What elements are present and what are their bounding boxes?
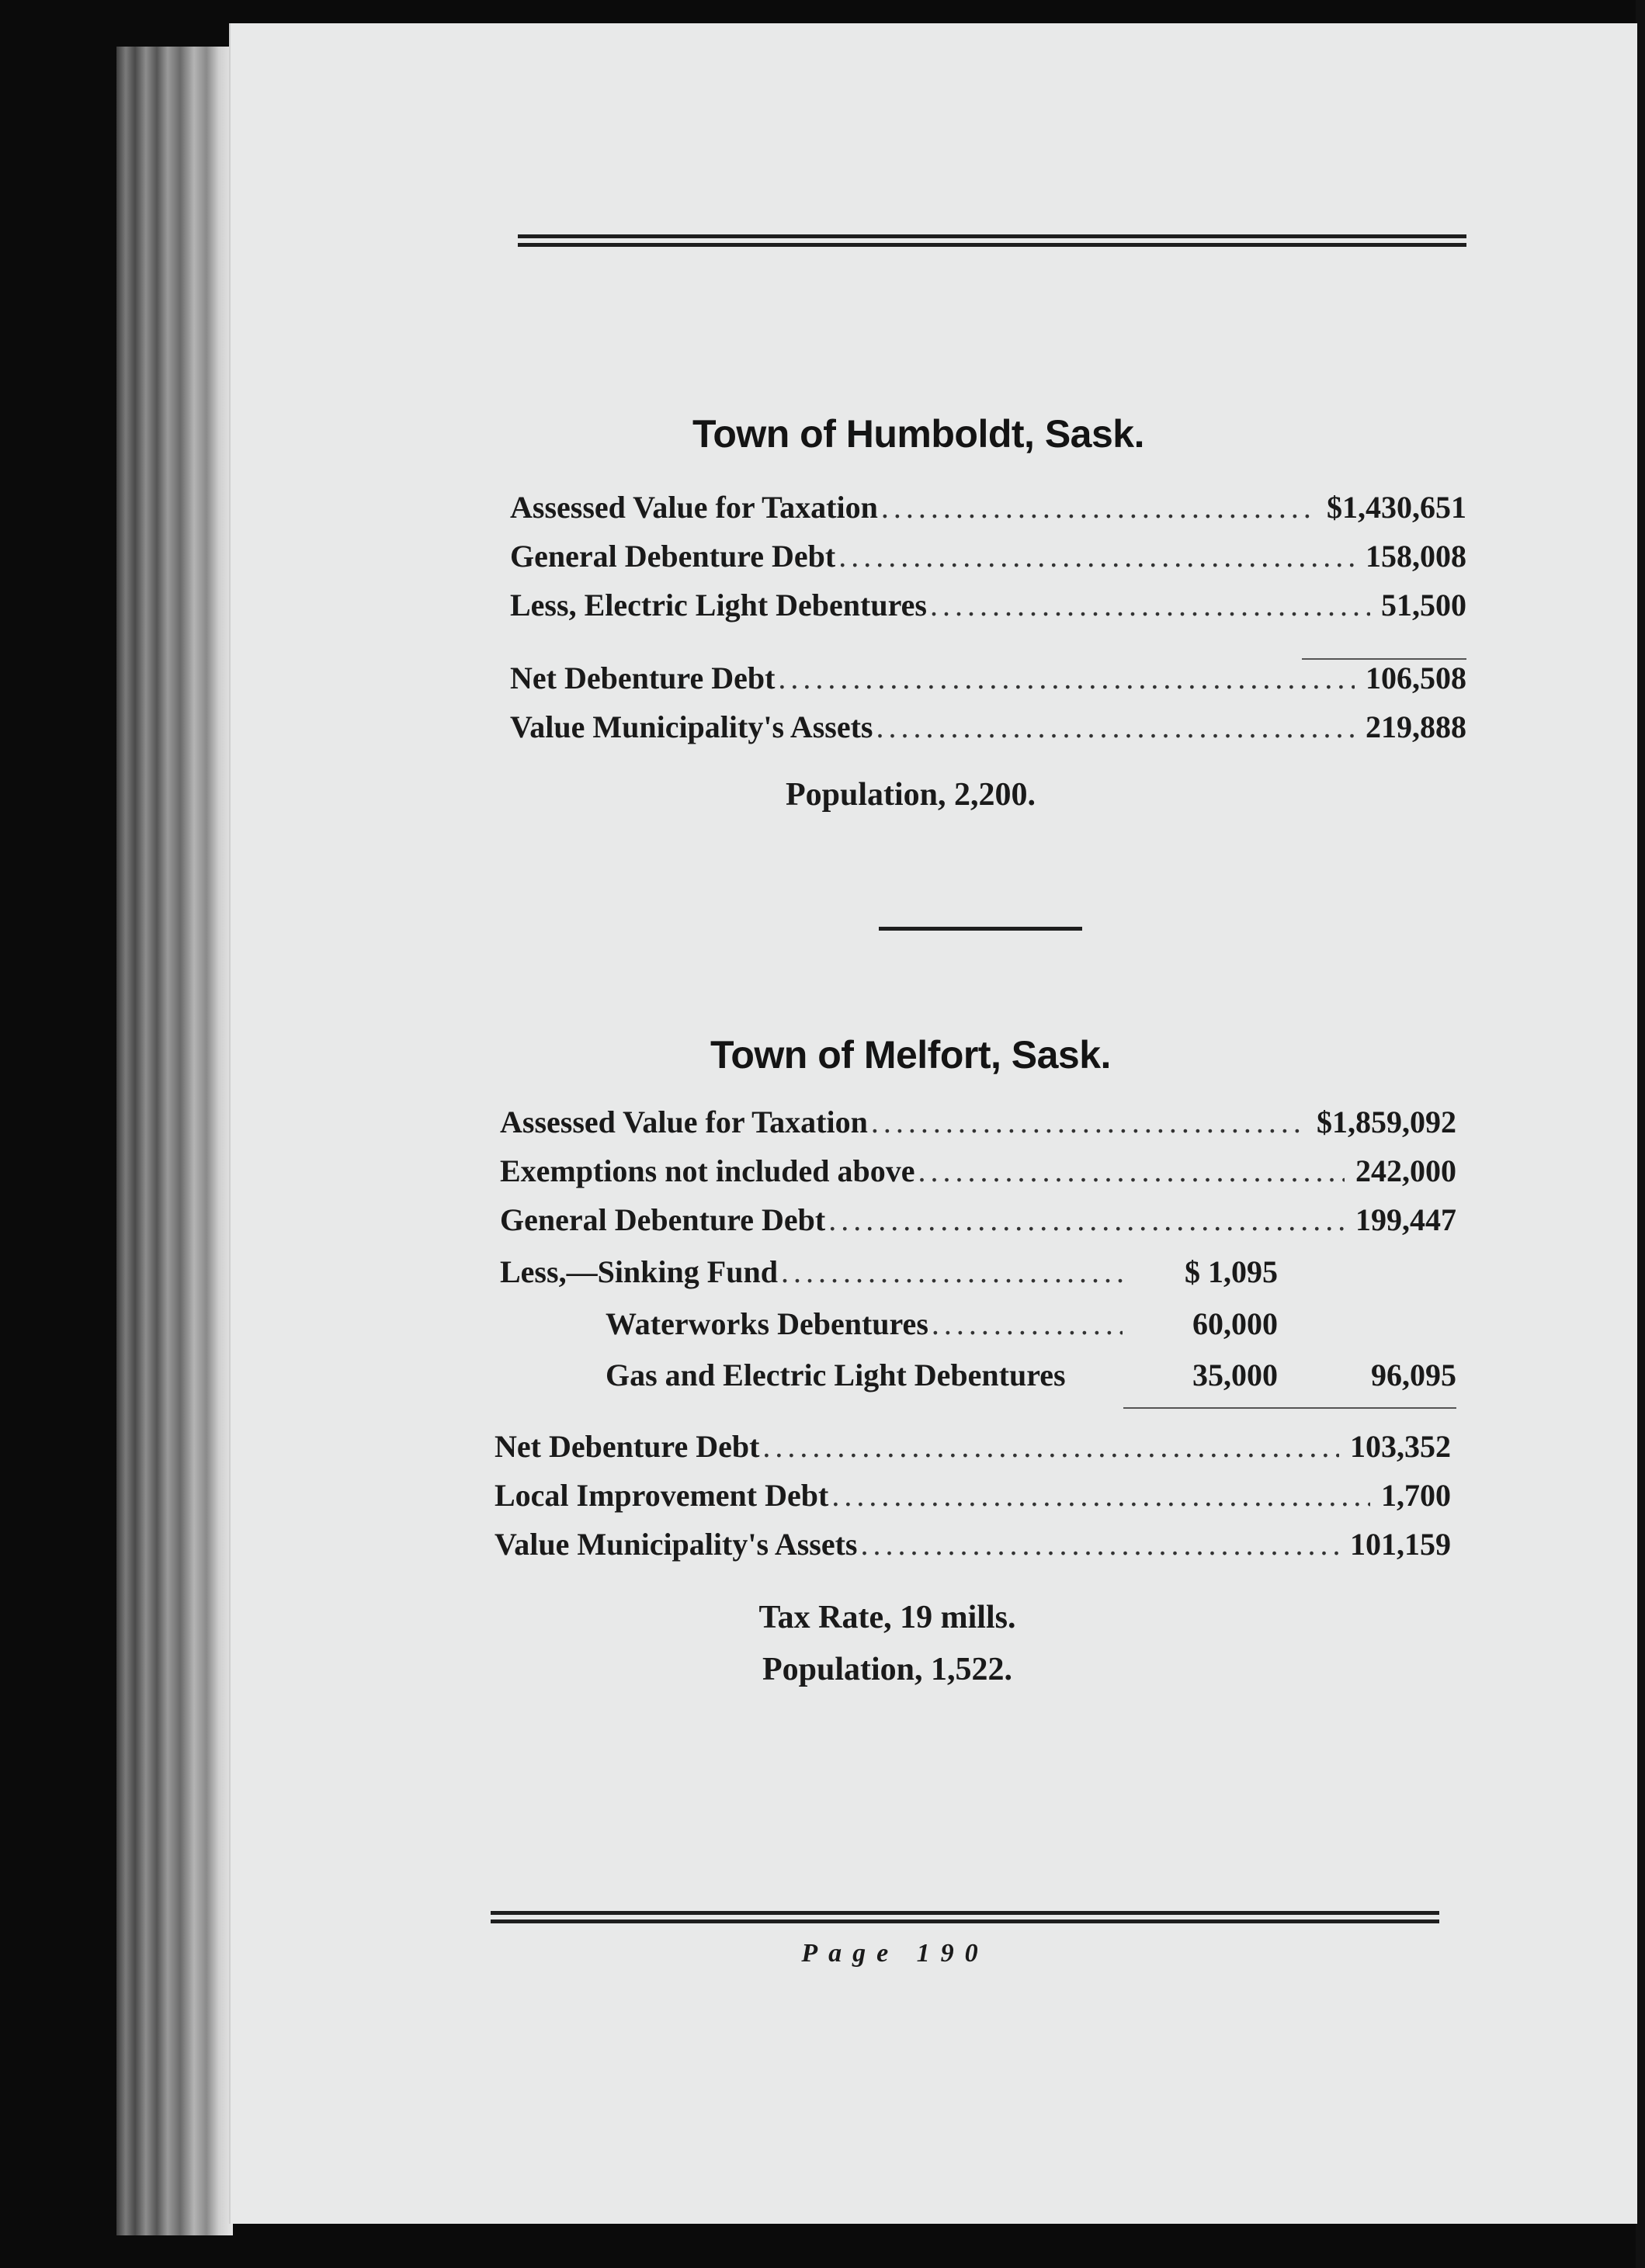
row-label: Assessed Value for Taxation (510, 490, 878, 525)
leader-dots (878, 489, 1316, 525)
row-sub-amount: $ 1,095 (1185, 1254, 1278, 1289)
leader-dots (825, 1202, 1345, 1238)
melfort-row-net-debt (495, 1428, 1451, 1475)
row-amount: 219,888 (1366, 709, 1466, 744)
section-divider (879, 927, 1082, 931)
row-label: Exemptions not included above (500, 1153, 915, 1188)
book-binding-edge (116, 47, 233, 2235)
melfort-tax-rate: Tax Rate, 19 mills. (758, 1600, 1016, 1635)
melfort-row-exemptions (500, 1153, 1456, 1199)
row-label: Value Municipality's Assets (495, 1527, 858, 1562)
document-page (229, 23, 1637, 2224)
row-amount: 106,508 (1366, 661, 1466, 695)
humboldt-population: Population, 2,200. (785, 777, 1036, 813)
row-sub-amount: 60,000 (1192, 1306, 1278, 1341)
humboldt-row-assessed (510, 489, 1466, 536)
leader-dots (759, 1428, 1339, 1465)
row-amount: 103,352 (1350, 1429, 1451, 1464)
row-label: Net Debenture Debt (495, 1429, 760, 1464)
row-amount: 1,700 (1381, 1478, 1451, 1513)
humboldt-row-general-debt (510, 538, 1466, 584)
row-label: Assessed Value for Taxation (500, 1105, 868, 1139)
row-label: Local Improvement Debt (495, 1478, 829, 1513)
leader-dots (915, 1153, 1345, 1189)
leader-dots (857, 1526, 1339, 1562)
row-amount: 51,500 (1381, 588, 1466, 622)
humboldt-heading: Town of Humboldt, Sask. (692, 412, 1144, 456)
humboldt-row-electric-light (510, 587, 1466, 633)
row-label: General Debenture Debt (510, 539, 836, 574)
leader-dots (778, 1254, 1123, 1290)
subtotal-rule (1123, 1407, 1456, 1409)
row-amount: 199,447 (1355, 1202, 1456, 1237)
row-label: Net Debenture Debt (510, 661, 776, 695)
row-sub-amount: 35,000 (1192, 1358, 1278, 1392)
row-label: Waterworks Debentures (606, 1306, 928, 1341)
leader-dots (835, 538, 1355, 574)
row-label: General Debenture Debt (500, 1202, 826, 1237)
row-amount: 96,095 (1371, 1358, 1456, 1392)
leader-dots (828, 1477, 1370, 1514)
row-label: Less,—Sinking Fund (500, 1254, 778, 1289)
humboldt-row-net-debt (510, 660, 1466, 706)
leader-dots (927, 587, 1370, 623)
row-amount: 158,008 (1366, 539, 1466, 574)
leader-dots (873, 709, 1355, 745)
melfort-row-gas-electric (606, 1357, 1456, 1403)
melfort-row-assets (495, 1526, 1451, 1573)
row-amount: 101,159 (1350, 1527, 1451, 1562)
bottom-double-rule (491, 1911, 1439, 1923)
melfort-row-sinking-fund (500, 1254, 1456, 1300)
row-label: Less, Electric Light Debentures (510, 588, 927, 622)
leader-dots (928, 1306, 1123, 1342)
row-amount: 242,000 (1355, 1153, 1456, 1188)
melfort-row-waterworks (606, 1306, 1456, 1352)
melfort-population: Population, 1,522. (762, 1652, 1013, 1687)
melfort-row-general-debt (500, 1202, 1456, 1248)
leader-dots (868, 1104, 1306, 1140)
leader-dots (775, 660, 1355, 696)
top-double-rule (518, 234, 1466, 247)
row-amount: $1,859,092 (1317, 1105, 1456, 1139)
row-label: Value Municipality's Assets (510, 709, 873, 744)
melfort-row-assessed (500, 1104, 1456, 1150)
melfort-heading: Town of Melfort, Sask. (710, 1033, 1111, 1077)
melfort-row-local-improvement (495, 1477, 1451, 1524)
row-label: Gas and Electric Light Debentures (606, 1358, 1066, 1392)
row-amount: $1,430,651 (1327, 490, 1466, 525)
humboldt-row-assets (510, 709, 1466, 755)
page-number: Page 190 (801, 1939, 989, 1968)
